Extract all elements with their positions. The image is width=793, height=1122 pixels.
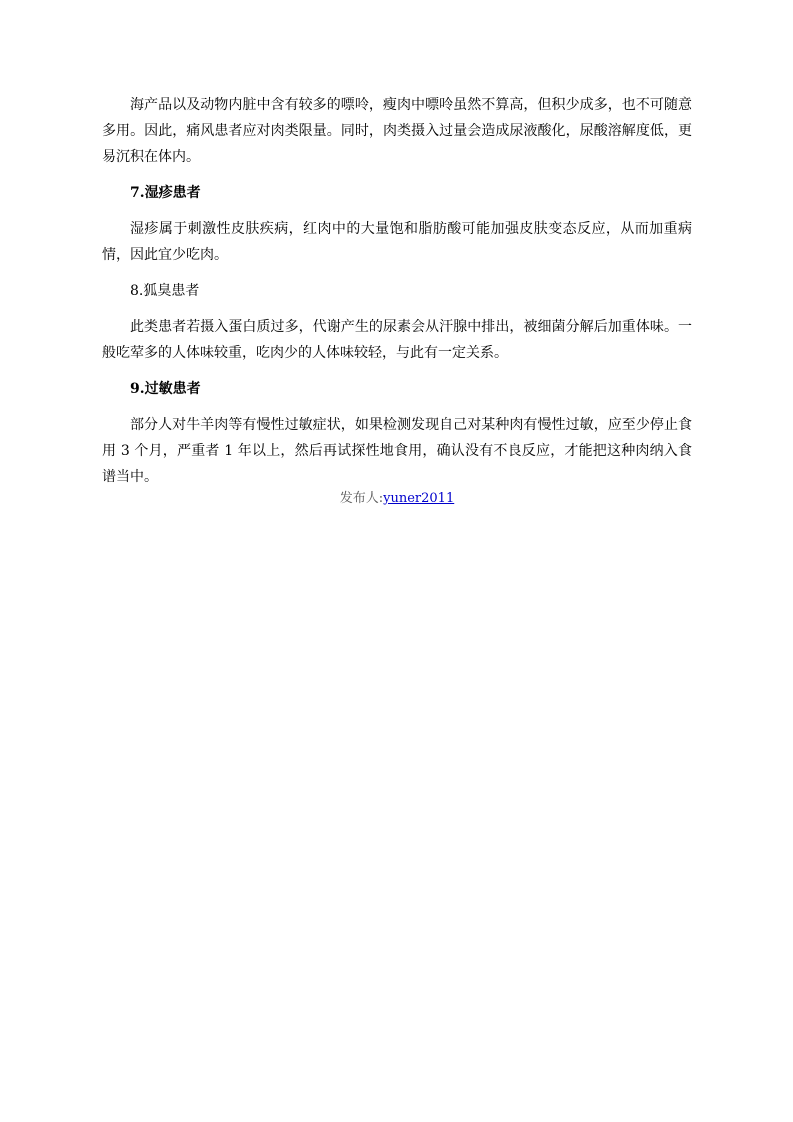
- paragraph-gout: 海产品以及动物内脏中含有较多的嘌呤，瘦肉中嘌呤虽然不算高，但积少成多，也不可随意多用。因此，痛风患者应对肉类限量。同时，肉类摄入过量会造成尿液酸化，尿酸溶解度低，更易沉积在体内。: [102, 97, 692, 165]
- paragraph-body-odor: 此类患者若摄入蛋白质过多，代谢产生的尿素会从汗腺中排出，被细菌分解后加重体味。一般吃荤多的人体味较重，吃肉少的人体味较轻，与此有一定关系。: [102, 319, 692, 361]
- heading-body-odor: 8.狐臭患者: [130, 283, 200, 299]
- heading-allergy: 9.过敏患者: [130, 381, 201, 397]
- paragraph-allergy: 部分人对牛羊肉等有慢性过敏症状，如果检测发现自己对某种肉有慢性过敏，应至少停止食用 3 个月，严重者 1 年以上，然后再试探性地食用，确认没有不良反应，才能把这种肉纳入食谱当中。: [102, 417, 692, 485]
- paragraph-eczema: 湿疹属于刺激性皮肤疾病，红肉中的大量饱和脂肪酸可能加强皮肤变态反应，从而加重病情，因此宜少吃肉。: [102, 221, 692, 263]
- publisher-link[interactable]: yuner2011: [383, 491, 455, 506]
- heading-eczema: 7.湿疹患者: [130, 185, 201, 201]
- article-body: [102, 92, 692, 508]
- publisher-label: 发布人:: [339, 491, 384, 506]
- publisher-line: [102, 490, 692, 508]
